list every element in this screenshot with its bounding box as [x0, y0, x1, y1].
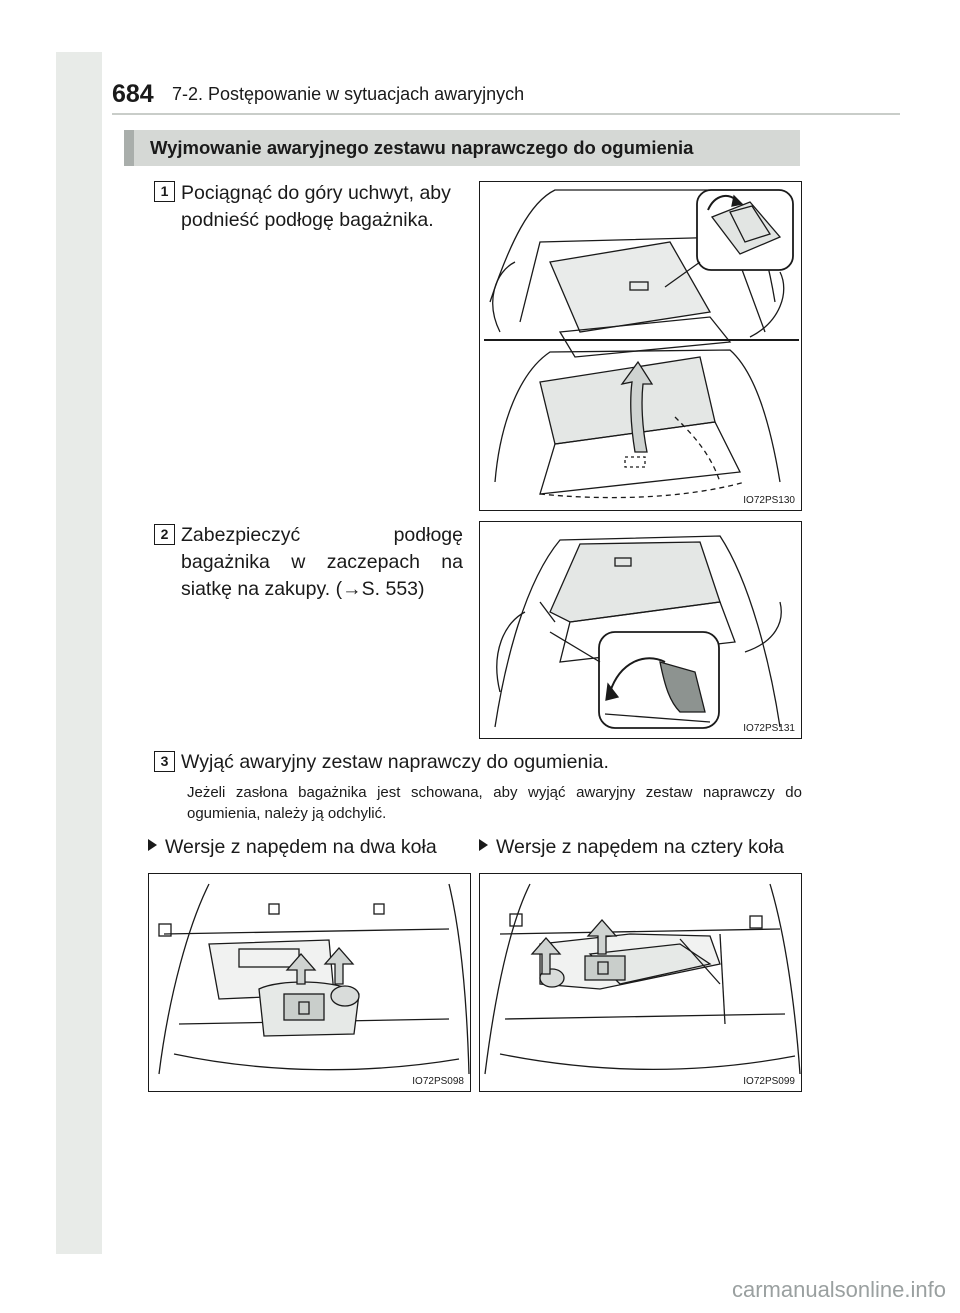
step-number-3: 3 — [154, 751, 175, 772]
header-divider — [112, 113, 900, 115]
step-number-1: 1 — [154, 181, 175, 202]
chapter-title: 7-2. Postępowanie w sytuacjach awaryjnych — [172, 84, 525, 104]
step-3-note: Jeżeli zasłona bagażnika jest schowana, aby wyjąć awaryjny zestaw naprawczy do ogumienia, należy ją odchylić. — [187, 784, 802, 822]
step-number-2: 2 — [154, 524, 175, 545]
figure-secure-floor — [479, 521, 802, 739]
section-banner — [124, 130, 800, 166]
figure-kit-4wd — [479, 873, 802, 1092]
triangle-bullet-icon — [148, 839, 157, 851]
step-text-3: Wyjąć awaryjny zestaw naprawczy do ogumienia. — [181, 751, 609, 773]
figure-code: IO72PS098 — [412, 1076, 464, 1087]
page-number: 684 — [112, 80, 154, 108]
figure-code: IO72PS130 — [743, 495, 795, 506]
step-text-2: Zabezpieczyć podłogę bagażnika w zaczepach na siatkę na zakupy. (→S. 553) — [181, 524, 463, 600]
figure-code: IO72PS131 — [743, 723, 795, 734]
side-strip — [56, 52, 102, 1254]
section-title: Wyjmowanie awaryjnego zestawu naprawczego do ogumienia — [150, 137, 694, 158]
variant-label-4wd: Wersje z napędem na cztery koła — [479, 836, 784, 859]
figure-kit-2wd — [148, 873, 471, 1092]
watermark: carmanualsonline.info — [731, 1277, 946, 1302]
triangle-bullet-icon — [479, 839, 488, 851]
step-text-1: Pociągnąć do góry uchwyt, aby podnieść podłogę bagażnika. — [181, 182, 451, 231]
variant-label-2wd: Wersje z napędem na dwa koła — [148, 836, 437, 859]
figure-code: IO72PS099 — [743, 1076, 795, 1087]
figure-lift-floor — [479, 181, 802, 511]
